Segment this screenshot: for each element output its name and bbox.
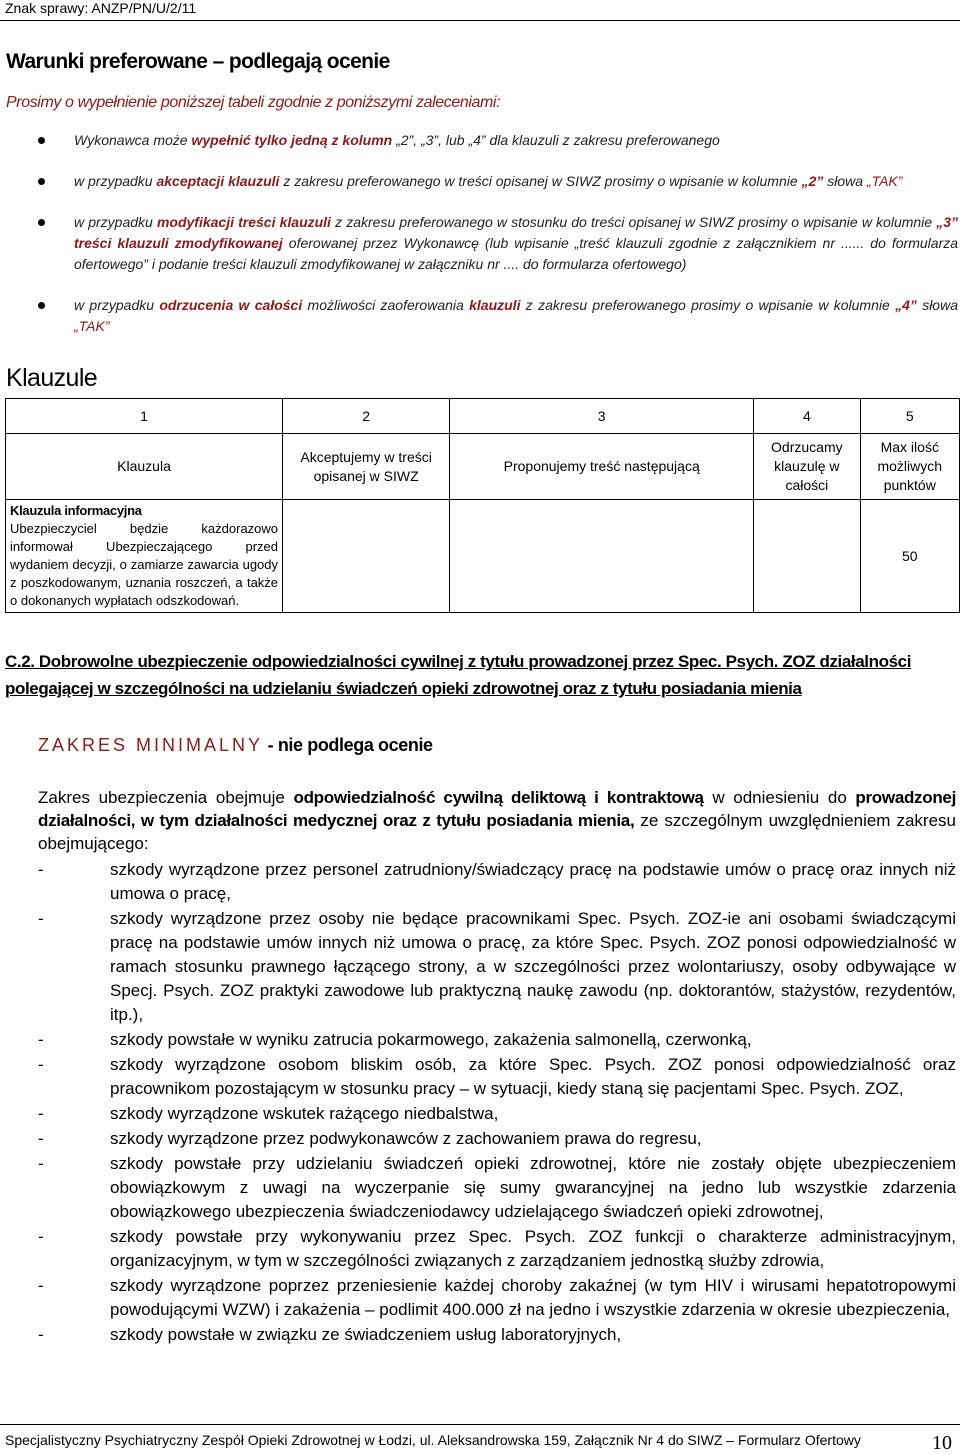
emphasis-text: „4” bbox=[895, 297, 917, 313]
list-item: - szkody wyrządzone przez osoby nie będące pracownikami Spec. Psych. ZOZ-ie ani osobami świadczącymi pracę na podstawie umów innych niż umowa o pracę, za które Spec. Psych. ZOZ ponosi odpowiedzialność w ramach stosunku prawnego łączącego strony, a w szczególności przez wolontariuszy, osoby odbywające w Specj. Psych. ZOZ praktyki zawodowe lub praktyczną naukę zawodu (np. doktorantów, stażystów, rezydentów, itp.), bbox=[38, 907, 956, 1027]
text-run: słowa bbox=[823, 173, 867, 189]
clause-title: Klauzula informacyjna bbox=[10, 503, 142, 518]
section-c2-title: C.2. Dobrowolne ubezpieczenie odpowiedzialności cywilnej z tytułu prowadzonej przez Spec. Psych. ZOZ działalności polegającej w szczególności na udzielaniu świadczeń opieki zdrowotnej oraz z tytułu posiadania mienia bbox=[5, 652, 912, 698]
header-max-points: Max ilość możliwych punktów bbox=[860, 434, 959, 500]
clause-table bbox=[5, 398, 960, 613]
instruction-item bbox=[38, 212, 958, 275]
text-run: Wykonawca może bbox=[74, 132, 192, 148]
table-header-row bbox=[6, 434, 960, 500]
coverage-list bbox=[38, 858, 956, 1348]
reject-cell[interactable] bbox=[754, 500, 860, 613]
list-item: - szkody wyrządzone wskutek rażącego niedbalstwa, bbox=[38, 1102, 956, 1126]
footer-text: Specjalistyczny Psychiatryczny Zespół Opieki Zdrowotnej w Łodzi, ul. Aleksandrowska 159, Załącznik Nr 4 do SIWZ – Formularz Ofertowy bbox=[5, 1432, 861, 1448]
clause-text: Ubezpieczyciel będzie każdorazowo informował Ubezpieczającego przed wydaniem decyzji, o zamiarze zawarcia ugody z poszkodowanym, uznania roszczeń, a także o dokonanych wypłatach odszkodowań. bbox=[10, 521, 279, 608]
text-run: „TAK” bbox=[74, 318, 110, 334]
emphasis-text: akceptacji klauzuli bbox=[156, 173, 280, 189]
table-row bbox=[6, 500, 960, 613]
emphasis-text: klauzuli bbox=[469, 297, 521, 313]
text-run: z zakresu preferowanego w stosunku do treści opisanej w SIWZ prosimy o wpisanie w kolumnie bbox=[330, 214, 937, 230]
footer-divider bbox=[0, 1424, 960, 1425]
list-item: - szkody wyrządzone poprzez przeniesienie każdej choroby zakaźnej (w tym HIV i wirusami hepatotropowymi powodującymi WZW) i zakażenia – podlimit 400.000 zł na jedno i wszystkie zdarzenia w okresie ubezpieczenia, bbox=[38, 1274, 956, 1322]
list-item: - szkody powstałe w wyniku zatrucia pokarmowego, zakażenia salmonellą, czerwonką, bbox=[38, 1028, 956, 1052]
text-run: oferowanej przez Wykonawcę (lub wpisanie „treść klauzuli zgodnie z załącznikiem nr ...... do formularza ofertowego” i podanie treści klauzuli zmodyfikowanej w załączniku nr .... do formularza ofertowego) bbox=[74, 235, 958, 272]
instruction-item bbox=[38, 171, 958, 192]
column-number: 2 bbox=[283, 399, 450, 434]
emphasis-text: „2” bbox=[801, 173, 824, 189]
list-item: - szkody powstałe przy udzielaniu świadczeń opieki zdrowotnej, które nie zostały objęte ubezpieczeniem obowiązkowym z uwagi na wyczerpanie się sumy gwarancyjnej na jedno lub wszystkie zdarzenia obowiązkowego ubezpieczenia świadczeniodawcy udzielającego świadczeń opieki zdrowotnej, bbox=[38, 1152, 956, 1224]
section-title-klauzule: Klauzule bbox=[6, 364, 98, 392]
text-run: Zakres ubezpieczenia obejmuje bbox=[38, 788, 294, 807]
header-proponujemy: Proponujemy treść następującą bbox=[450, 434, 754, 500]
column-number: 3 bbox=[450, 399, 754, 434]
propose-cell[interactable] bbox=[450, 500, 754, 613]
column-number: 5 bbox=[860, 399, 959, 434]
text-run: z zakresu preferowanego prosimy o wpisanie w kolumnie bbox=[520, 297, 896, 313]
column-number: 1 bbox=[6, 399, 283, 434]
text-run: słowa bbox=[916, 297, 958, 313]
zakres-note: - nie podlega ocenie bbox=[263, 735, 433, 755]
header-klauzula: Klauzula bbox=[6, 434, 283, 500]
column-number-row bbox=[6, 399, 960, 434]
page-number: 10 bbox=[932, 1432, 952, 1454]
instruction-heading: Prosimy o wypełnienie poniższej tabeli zgodnie z poniższymi zaleceniami: bbox=[6, 94, 501, 111]
emphasis-text: odrzucenia w całości bbox=[159, 297, 303, 313]
text-run: „2”, „3”, lub „4” dla klauzuli z zakresu preferowanego bbox=[392, 132, 720, 148]
text-run: „TAK” bbox=[866, 173, 903, 189]
text-run: w przypadku bbox=[74, 214, 157, 230]
text-run: w przypadku bbox=[74, 173, 157, 189]
header-divider bbox=[0, 20, 960, 21]
bold-text: odpowiedzialność cywilną deliktową i kontraktową bbox=[293, 788, 704, 807]
header-odrzucamy: Odrzucamy klauzulę w całości bbox=[754, 434, 860, 500]
column-number: 4 bbox=[754, 399, 860, 434]
emphasis-text: „3” treści klauzuli zmodyfikowanej bbox=[74, 214, 959, 251]
list-item: - szkody wyrządzone przez personel zatrudniony/świadczący pracę na podstawie umów o pracę oraz innych niż umowa o pracę, bbox=[38, 858, 956, 906]
text-run: możliwości zaoferowania bbox=[302, 297, 470, 313]
case-reference: Znak sprawy: ANZP/PN/U/2/11 bbox=[5, 0, 197, 16]
zakres-paragraph bbox=[38, 786, 956, 855]
accept-cell[interactable] bbox=[283, 500, 450, 613]
list-item: - szkody wyrządzone osobom bliskim osób, za które Spec. Psych. ZOZ ponosi odpowiedzialność oraz pracownikom pozostającym w stosunku pracy – w sytuacji, kiedy staną się pacjentami Spec. Psych. ZOZ, bbox=[38, 1053, 956, 1101]
text-run: w przypadku bbox=[74, 297, 160, 313]
clause-cell bbox=[6, 500, 283, 613]
bold-text: prowadzonej działalności, w tym działalności medycznej oraz z tytułu posiadania mienia, bbox=[38, 788, 956, 830]
list-item: - szkody powstałe w związku ze świadczeniem usług laboratoryjnych, bbox=[38, 1323, 956, 1347]
text-run: z zakresu preferowanego w treści opisanej w SIWZ prosimy o wpisanie w kolumnie bbox=[279, 173, 802, 189]
instruction-item bbox=[38, 295, 958, 337]
emphasis-text: modyfikacji treści klauzuli bbox=[156, 214, 331, 230]
list-item: - szkody powstałe przy wykonywaniu przez Spec. Psych. ZOZ funkcji o charakterze administracyjnym, organizacyjnym, w tym w szczególności związanych z zarządzaniem jednostką służby zdrowia, bbox=[38, 1225, 956, 1273]
instruction-item bbox=[38, 130, 958, 151]
header-akceptujemy: Akceptujemy w treści opisanej w SIWZ bbox=[283, 434, 450, 500]
list-item: - szkody wyrządzone przez podwykonawców z zachowaniem prawa do regresu, bbox=[38, 1127, 956, 1151]
zakres-label: ZAKRES MINIMALNY bbox=[38, 735, 264, 755]
instruction-list bbox=[38, 130, 958, 357]
emphasis-text: wypełnić tylko jedną z kolumn bbox=[191, 132, 393, 148]
zakres-heading bbox=[38, 735, 433, 756]
points-cell: 50 bbox=[860, 500, 959, 613]
text-run: ze szczególnym uwzględnieniem zakresu obejmującego: bbox=[38, 811, 956, 853]
text-run: w odniesieniu do bbox=[703, 788, 856, 807]
section-title-warunki: Warunki preferowane – podlegają ocenie bbox=[6, 50, 390, 73]
